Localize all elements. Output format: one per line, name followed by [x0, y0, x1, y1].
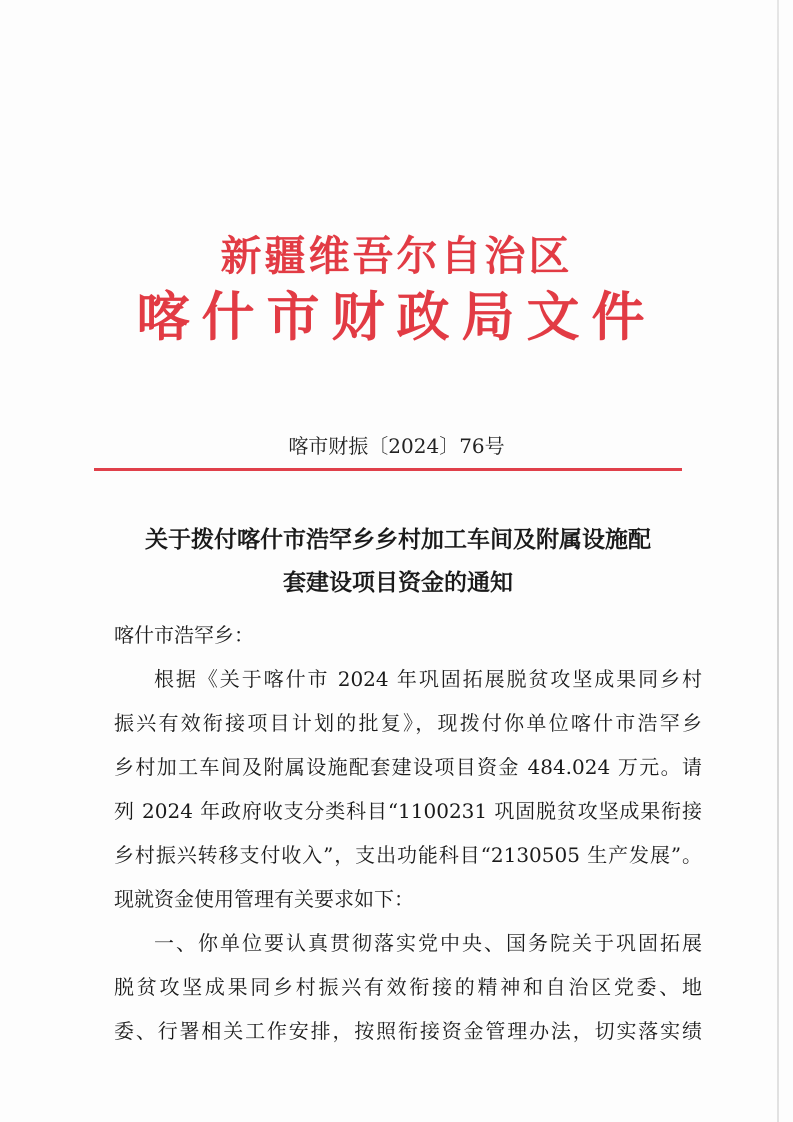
document-number: 喀市财振〔2024〕76号 [288, 434, 505, 458]
document-title-line-2: 套建设项目资金的通知 [283, 569, 513, 596]
addressee: 喀什市浩罕乡： [114, 623, 254, 647]
body-line-8: 脱贫攻坚成果同乡村振兴有效衔接的精神和自治区党委、地 [114, 975, 702, 999]
document-title-line-1: 关于拨付喀什市浩罕乡乡村加工车间及附属设施配 [145, 526, 651, 553]
body-line-6: 现就资金使用管理有关要求如下： [114, 887, 414, 911]
body-line-3: 乡村加工车间及附属设施配套建设项目资金 484.024 万元。请 [114, 755, 702, 779]
body-line-9: 委、行署相关工作安排，按照衔接资金管理办法，切实落实绩 [114, 1019, 702, 1043]
body-line-5: 乡村振兴转移支付收入”，支出功能科目“2130505 生产发展”。 [114, 843, 702, 867]
body-line-7: 一、你单位要认真贯彻落实党中央、国务院关于巩固拓展 [154, 931, 702, 955]
document-title [108, 518, 688, 604]
scan-edge-shadow [777, 0, 779, 1122]
red-separator-line [94, 468, 682, 471]
issuing-office-heading: 喀什市财政局文件 [136, 286, 657, 348]
body-line-4: 列 2024 年政府收支分类科目“1100231 巩固脱贫攻坚成果衔接 [114, 799, 702, 823]
issuing-region: 新疆维吾尔自治区 [220, 232, 573, 280]
body-line-1: 根据《关于喀什市 2024 年巩固拓展脱贫攻坚成果同乡村 [154, 667, 702, 691]
body-line-2: 振兴有效衔接项目计划的批复》，现拨付你单位喀什市浩罕乡 [114, 711, 702, 735]
